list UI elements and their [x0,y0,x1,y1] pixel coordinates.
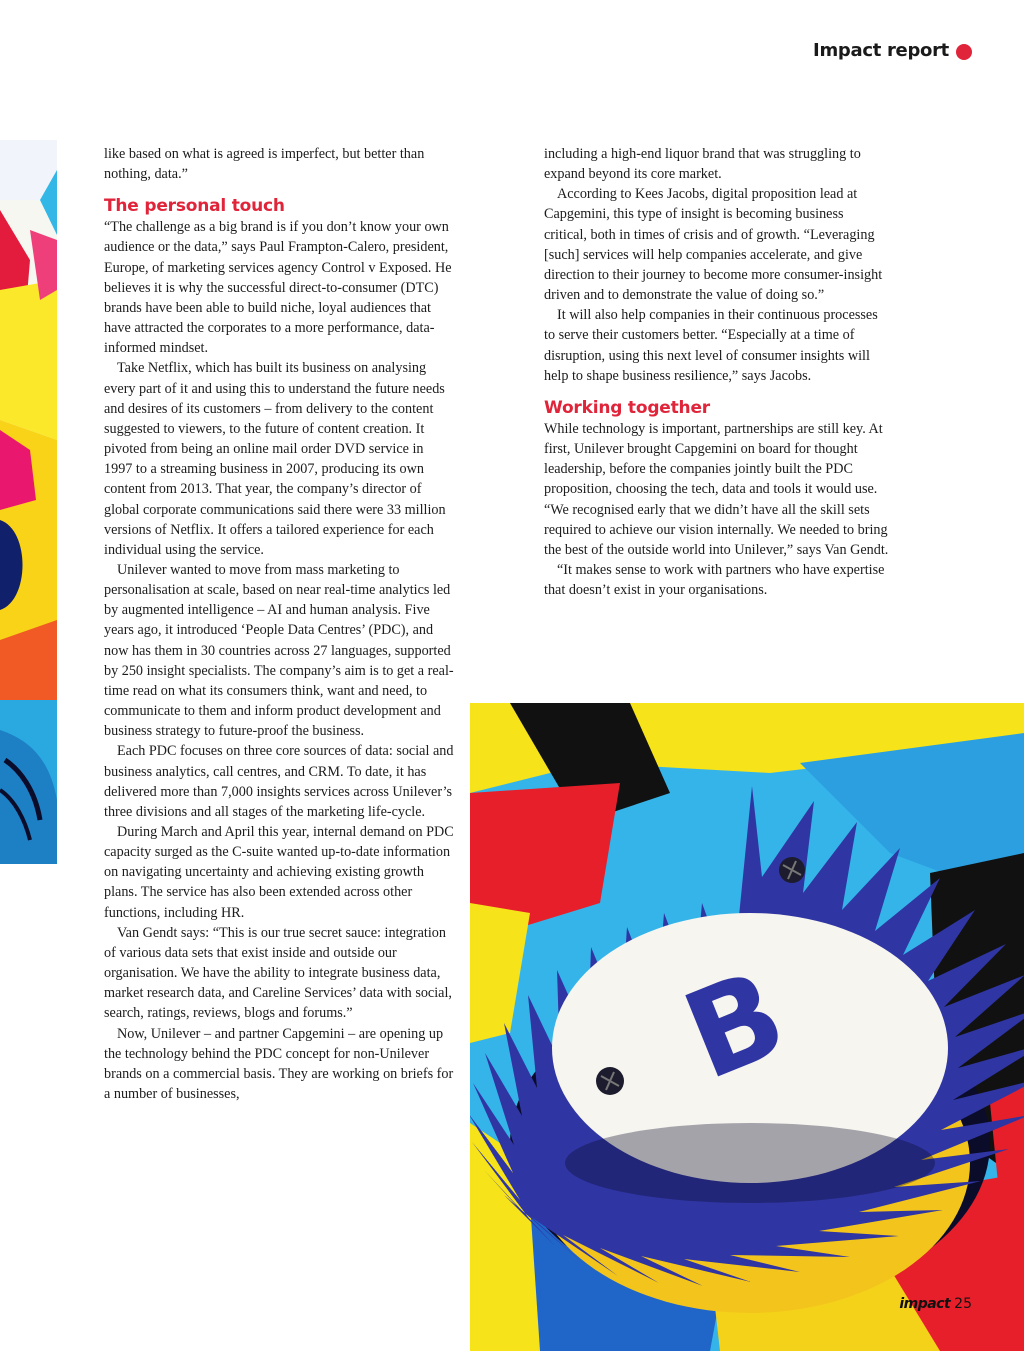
body-paragraph: According to Kees Jacobs, digital proposition lead at Capgemini, this type of insight is becoming business critical, both in times of crisis and of growth. “Leveraging [such] services will help companies accelerate, and give direction to their journey to become more consumer-insight driven and to demonstrate the value of doing so.” [544,186,883,304]
body-paragraph: including a high-end liquor brand that was struggling to expand beyond its core market. [544,146,861,183]
body-paragraph: During March and April this year, internal demand on PDC capacity surged as the C-suite wanted up-to-date information on navigating uncertainty and achieving existing growth plans. The service has also been extended across other functions, including HR. [104,824,454,921]
page-footer [899,1293,972,1312]
section-heading: Working together [544,397,710,418]
section-label: Impact report [813,40,949,61]
body-paragraph: “The challenge as a big brand is if you don’t know your own audience or the data,” says Paul Frampton-Calero, president, Europe, of marketing services agency Control v Exposed. He believes it is why the successful direct-to-consumer (DTC) brands have been able to build niche, loyal audiences that have attracted the corporates to a more performance, data-informed mindset. [104,219,452,357]
page-number: 25 [954,1296,972,1312]
body-paragraph: like based on what is agreed is imperfect, but better than nothing, data.” [104,146,425,183]
header-dot-icon [956,44,972,60]
left-edge-artwork [0,140,57,864]
body-paragraph: Each PDC focuses on three core sources of data: social and business analytics, call centres, and CRM. To date, it has delivered more than 7,000 insights services across Unilever’s three divisions and all stages of the marketing life-cycle. [104,743,454,820]
article-column-right [544,144,889,600]
body-paragraph: “It makes sense to work with partners who have expertise that doesn’t exist in your organisations. [544,561,885,599]
bumper-letter: B [666,944,804,1108]
body-paragraph: It will also help companies in their continuous processes to serve their customers better. “Especially at a time of disruption, using this next level of consumer insights will help to shape business resilience,” says Jacobs. [544,307,878,384]
impact-logo: impact [899,1296,951,1312]
body-paragraph: Unilever wanted to move from mass marketing to personalisation at scale, based on near real-time analytics led by augmented intelligence – AI and human analysis. Five years ago, it introduced ‘People Data Centres’ (PDC), and now has them in 30 countries across 27 languages, supported by 250 insight specialists. The company’s aim is to get a real-time read on what its consumers think, want and need, to communicate to them and inform product development and business strategy to future-proof the business. [104,561,454,740]
body-paragraph: Van Gendt says: “This is our true secret sauce: integration of various data sets that exist inside and outside our organisation. We have the ability to integrate business data, market research data, and Careline Services’ data with social, search, ratings, reviews, blogs and forums.” [104,924,452,1022]
article-column-left [104,144,454,1104]
paragraph-gap [104,184,454,196]
pinball-bumper-photo [470,703,1024,1351]
body-paragraph: Take Netflix, which has built its business on analysing every part of it and using this to understand the future needs and desires of its customers – from delivery to the content suggested to viewers, to the future of content creation. It pivoted from being an online mail order DVD service in 1997 to a streaming business in 2007, producing its own content from 2013. That year, the company’s director of global corporate communications said there were 33 million versions of Netflix. It offers a tailored experience for each individual using the service. [104,360,446,558]
section-heading: The personal touch [104,196,285,217]
paragraph-gap [544,386,889,398]
body-paragraph: While technology is important, partnerships are still key. At first, Unilever brought Capgemini on board for thought leadership, before the companies jointly built the PDC proposition, choosing the tech, data and tools it would use. “We recognised early that we didn’t have all the skill sets required to achieve our vision internally. We needed to bring the best of the outside world into Unilever,” says Van Gendt. [544,420,889,558]
body-paragraph: Now, Unilever – and partner Capgemini – are opening up the technology behind the PDC concept for non-Unilever brands on a commercial basis. They are working on briefs for a number of businesses, [104,1025,454,1103]
